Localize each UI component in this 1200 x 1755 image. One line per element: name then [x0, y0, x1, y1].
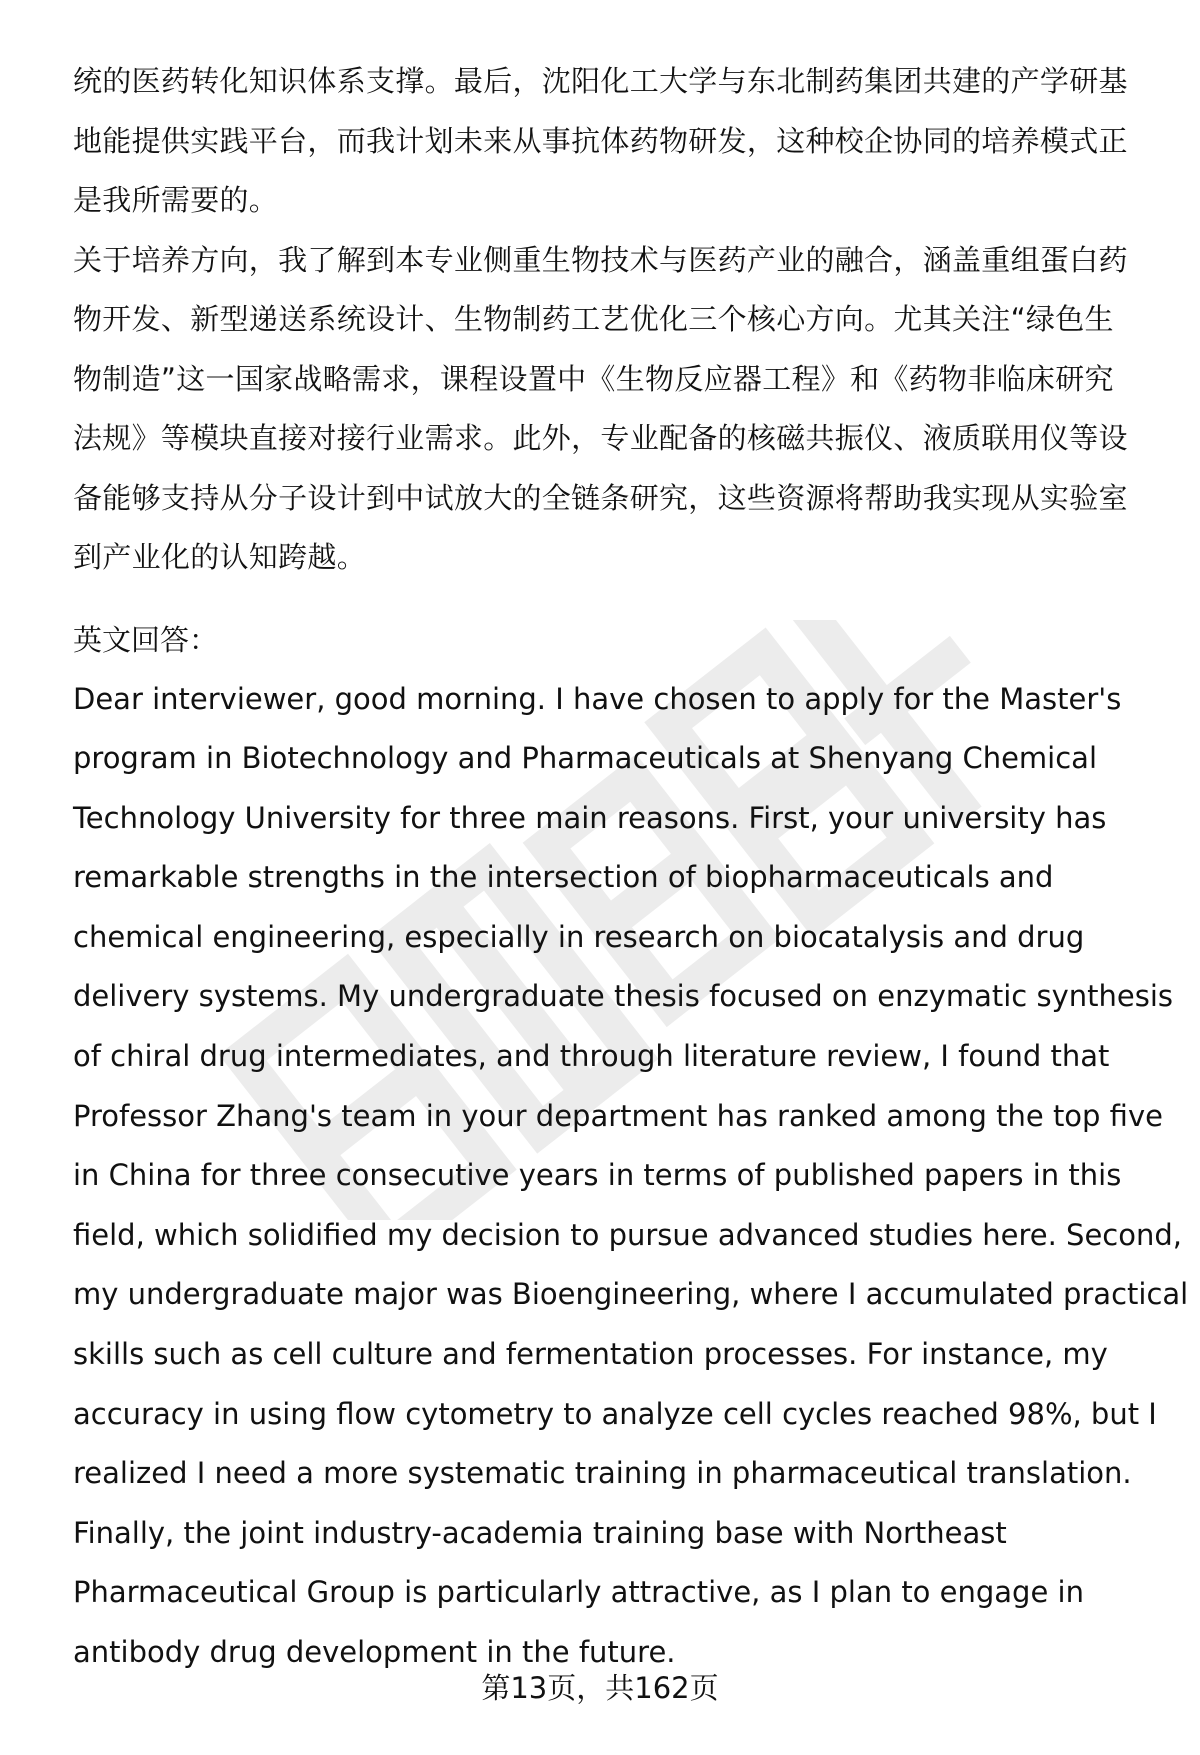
text-line: chemical engineering, especially in research on biocatalysis and drug [73, 919, 1085, 954]
text-line: in China for three consecutive years in terms of published papers in this [73, 1158, 1122, 1193]
text-line: antibody drug development in the future. [73, 1635, 676, 1669]
text-line: accuracy in using flow cytometry to analyze cell cycles reached 98%, but I [73, 1396, 1157, 1431]
text-line: field, which solidified my decision to pursue advanced studies here. Second, [73, 1217, 1182, 1252]
chinese-paragraph-1 [73, 52, 1163, 231]
page-number-footer: 第13页，共162页 [481, 1671, 719, 1705]
text-line: my undergraduate major was Bioengineering, where I accumulated practical [73, 1277, 1189, 1312]
english-answer-paragraph [73, 670, 1189, 1683]
text-line: remarkable strengths in the intersection of biopharmaceuticals and [73, 860, 1054, 895]
text-line: 法规》等模块直接对接行业需求。此外，专业配备的核磁共振仪、液质联用仪等设 [73, 421, 1128, 455]
text-line: Pharmaceutical Group is particularly attractive, as I plan to engage in [73, 1575, 1084, 1610]
text-line: 地能提供实践平台，而我计划未来从事抗体药物研发，这种校企协同的培养模式正 [73, 123, 1128, 158]
text-line: Technology University for three main reasons. First, your university has [73, 800, 1107, 835]
text-line: of chiral drug intermediates, and through literature review, I found that [73, 1039, 1110, 1074]
text-line: delivery systems. My undergraduate thesis focused on enzymatic synthesis [73, 979, 1173, 1014]
text-line: 统的医药转化知识体系支撑。最后，沈阳化工大学与东北制药集团共建的产学研基 [73, 64, 1128, 98]
text-line: program in Biotechnology and Pharmaceuticals at Shenyang Chemical [73, 741, 1098, 776]
text-line: 到产业化的认知跨越。 [73, 540, 367, 574]
chinese-paragraph-2 [73, 231, 1163, 588]
text-line: 物开发、新型递送系统设计、生物制药工艺优化三个核心方向。尤其关注“绿色生 [73, 302, 1114, 336]
text-line: Professor Zhang's team in your department has ranked among the top five [73, 1098, 1163, 1133]
text-line: 是我所需要的。 [73, 183, 279, 217]
text-line: 关于培养方向，我了解到本专业侧重生物技术与医药产业的融合，涵盖重组蛋白药 [73, 242, 1128, 277]
text-line: Finally, the joint industry-academia training base with Northeast [73, 1515, 1007, 1550]
text-line: 备能够支持从分子设计到中试放大的全链条研究，这些资源将帮助我实现从实验室 [73, 480, 1128, 515]
text-line: realized I need a more systematic training in pharmaceutical translation. [73, 1456, 1132, 1491]
text-line: 物制造”这一国家战略需求，课程设置中《生物反应器工程》和《药物非临床研究 [73, 361, 1114, 396]
text-line: skills such as cell culture and fermentation processes. For instance, my [73, 1337, 1108, 1372]
document-body [73, 52, 1189, 1683]
english-answer-heading: 英文回答： [73, 622, 219, 657]
text-line: Dear interviewer, good morning. I have chosen to apply for the Master's [73, 681, 1122, 716]
